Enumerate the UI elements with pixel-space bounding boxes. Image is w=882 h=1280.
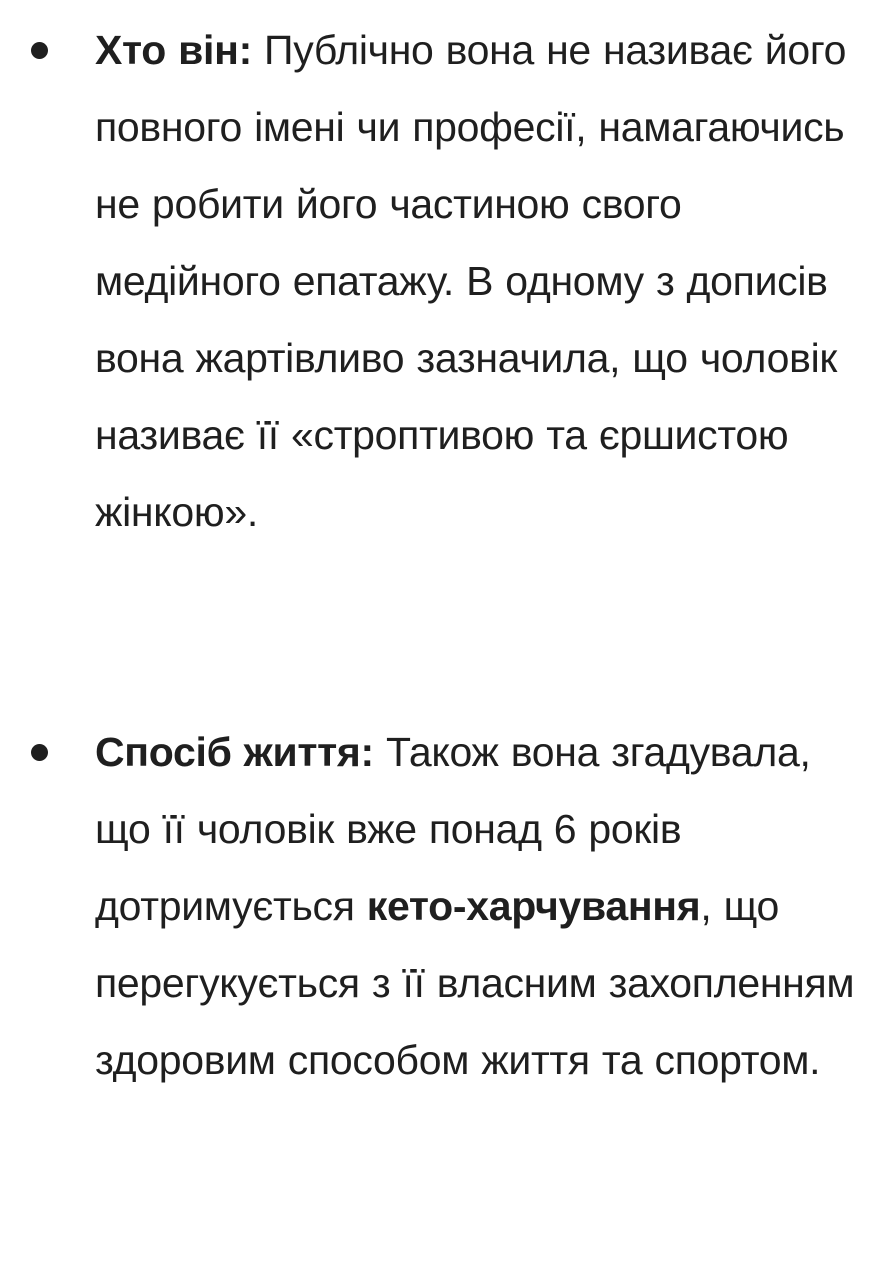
bullet-icon [31, 42, 48, 59]
list-item-body-start: Також вона згадувала, що її чоловік вже понад 6 років дотримується [95, 729, 811, 929]
list-item-body: Публічно вона не називає його повного імені чи професії, намагаючись не робити його частиною свого медійного епатажу. В одному з дописів вона жартівливо зазначила, що чоловік називає її «строптивою та єршистою жінкою». [95, 27, 847, 535]
list-item-label: Хто він: [95, 27, 252, 73]
bullet-icon [31, 744, 48, 761]
list-item-text [95, 714, 855, 1099]
list-item-label: Спосіб життя: [95, 729, 374, 775]
list-item-body-end: , що перегукується з її власним захопленням здоровим способом життя та спортом. [95, 883, 855, 1083]
list-item-text [95, 12, 855, 551]
list-item-emphasis: кето-харчування [366, 883, 701, 929]
